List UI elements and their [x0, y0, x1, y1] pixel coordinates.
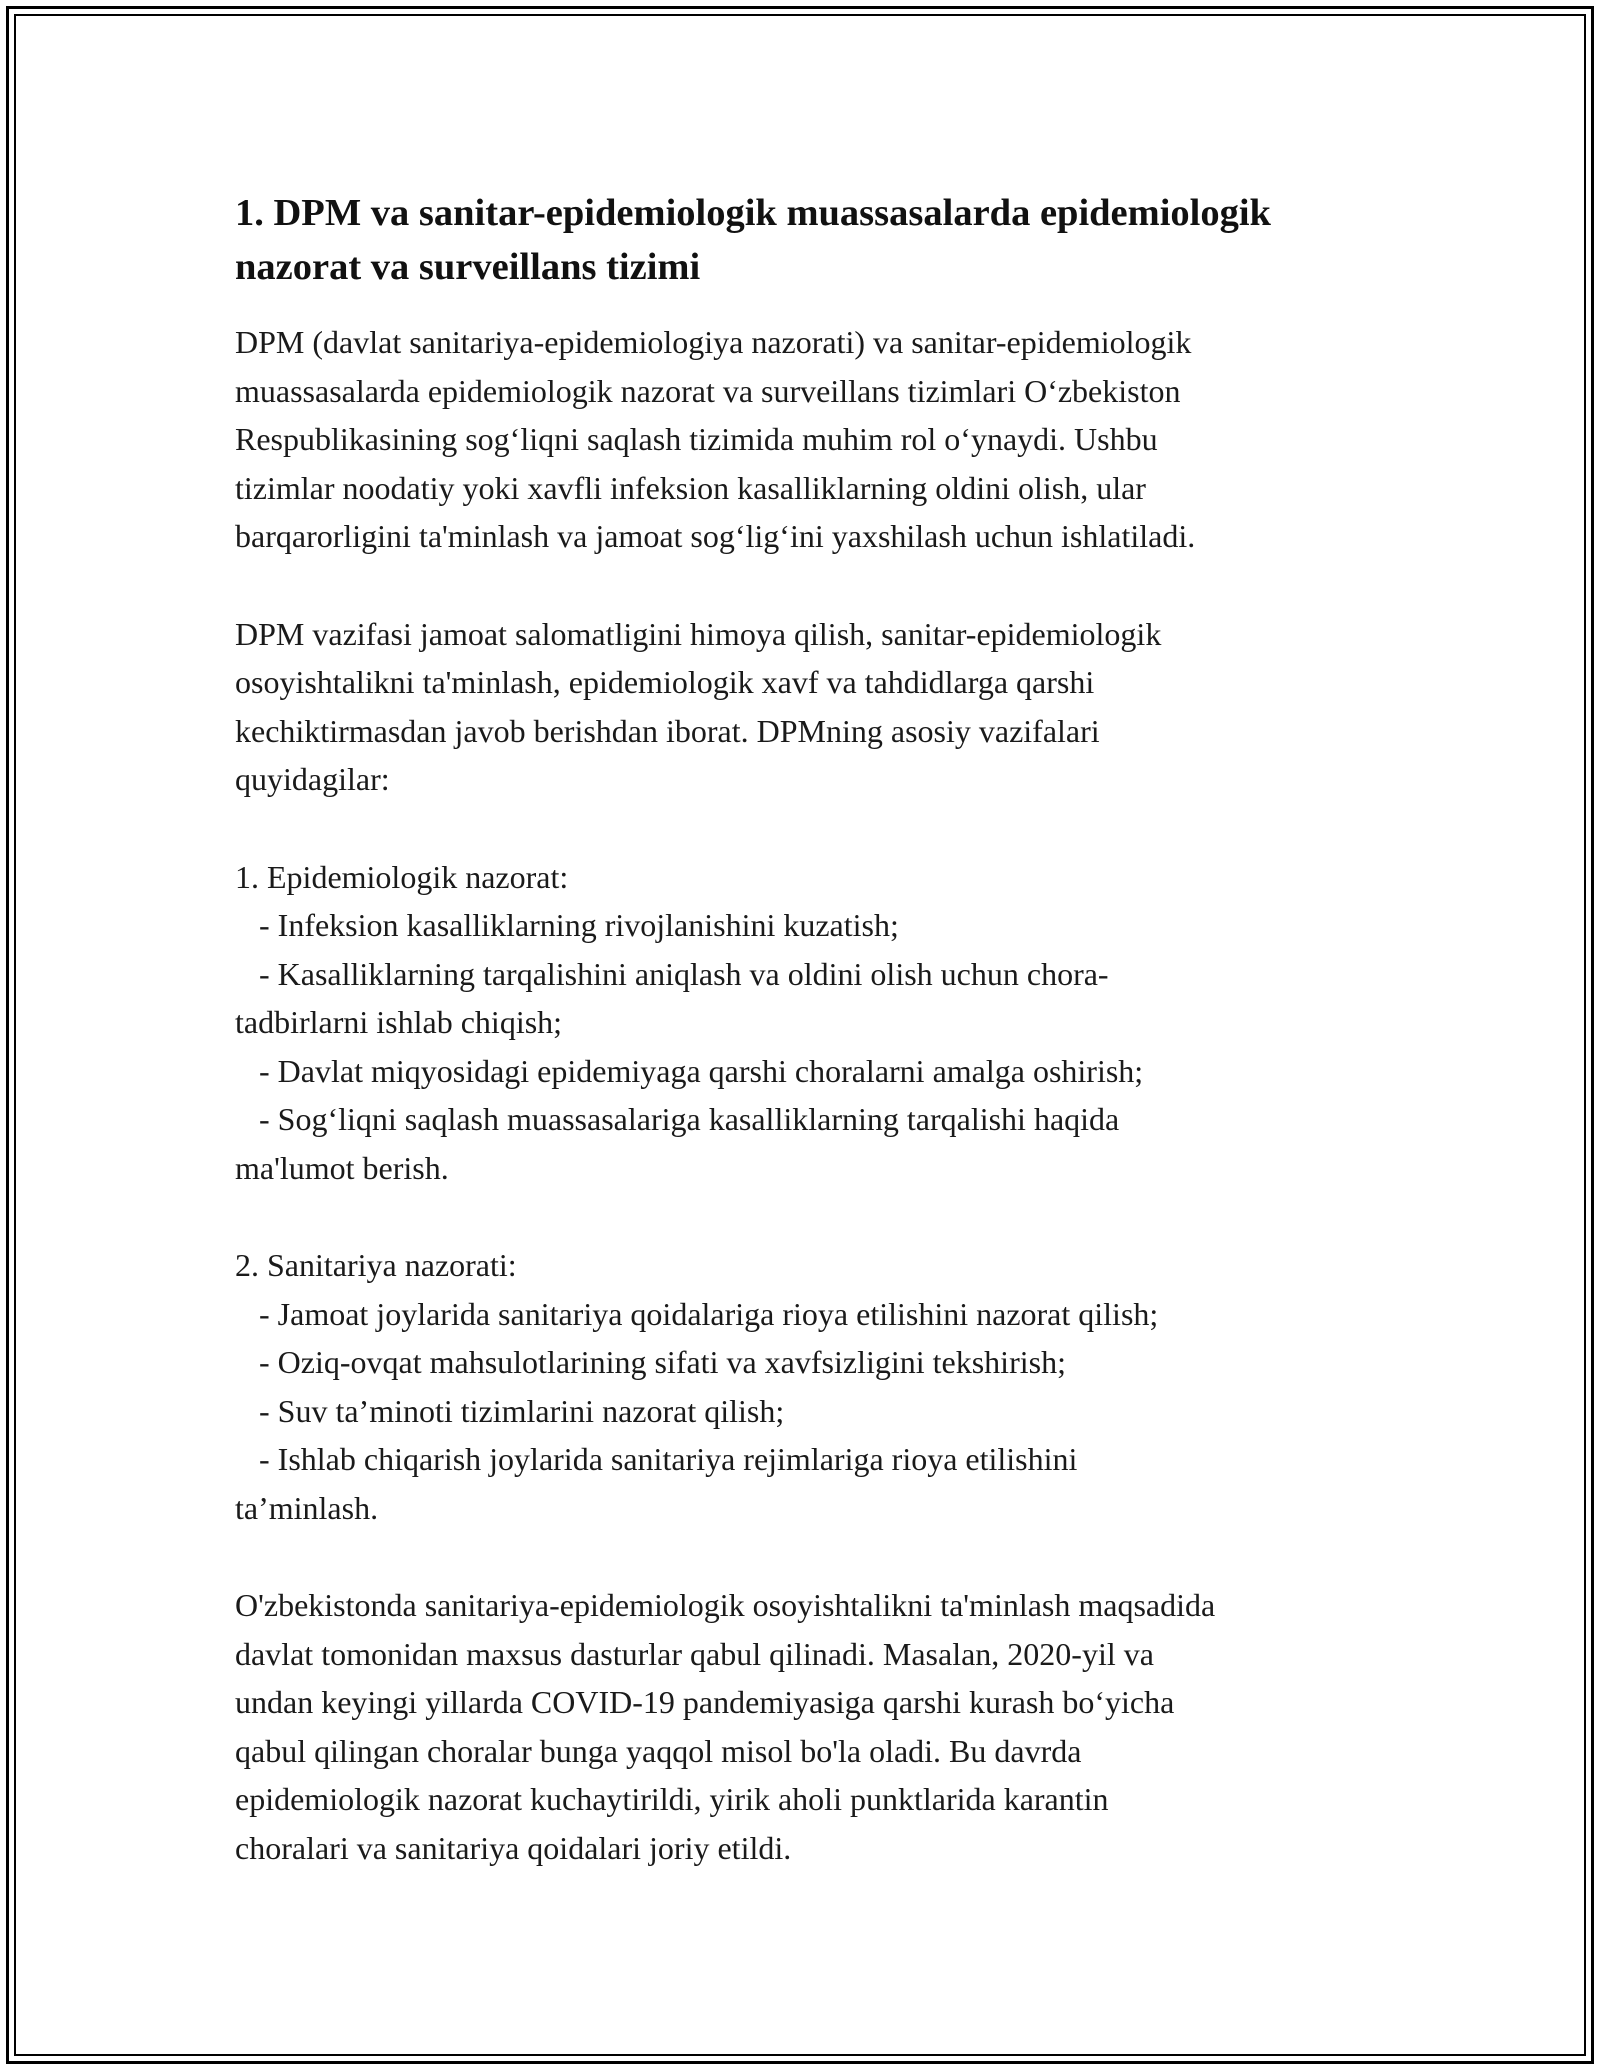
heading-line: nazorat va surveillans tizimi	[235, 246, 701, 288]
list-item: - Jamoat joylarida sanitariya qoidalariga rioya etilishini nazorat qilish;	[235, 1295, 1159, 1332]
list-item: - Suv ta’minoti tizimlarini nazorat qilish;	[235, 1392, 785, 1429]
text-line: qabul qilingan choralar bunga yaqqol misol bo'la oladi. Bu davrda	[235, 1732, 1082, 1769]
text-line: DPM (davlat sanitariya-epidemiologiya nazorati) va sanitar-epidemiologik	[235, 324, 1192, 360]
list-item: - Davlat miqyosidagi epidemiyaga qarshi choralarni amalga oshirish;	[235, 1052, 1144, 1089]
text-line: muassasalarda epidemiologik nazorat va surveillans tizimlari O‘zbekiston	[235, 372, 1181, 409]
heading-line: 1. DPM va sanitar-epidemiologik muassasalarda epidemiologik	[235, 192, 1271, 234]
list-heading: 2. Sanitariya nazorati:	[235, 1247, 517, 1283]
list-item: - Oziq-ovqat mahsulotlarining sifati va xavfsizligini tekshirish;	[235, 1344, 1066, 1380]
sanitary-control-list	[235, 1241, 1415, 1532]
text-line: kechiktirmasdan javob berishdan iborat. DPMning asosiy vazifalari	[235, 712, 1100, 749]
section-heading	[235, 186, 1415, 294]
text-line: barqarorligini ta'minlash va jamoat sog‘lig‘ini yaxshilash uchun ishlatiladi.	[235, 518, 1196, 554]
text-line: DPM vazifasi jamoat salomatligini himoya qilish, sanitar-epidemiologik	[235, 615, 1162, 652]
list-heading: 1. Epidemiologik nazorat:	[235, 858, 569, 895]
text-line: davlat tomonidan maxsus dasturlar qabul qilinadi. Masalan, 2020-yil va	[235, 1635, 1154, 1672]
intro-paragraph	[235, 318, 1415, 561]
epidemiological-control-list	[235, 853, 1415, 1193]
closing-paragraph	[235, 1581, 1415, 1872]
text-line: choralari va sanitariya qoidalari joriy etildi.	[235, 1829, 792, 1866]
text-line: Respublikasining sog‘liqni saqlash tizimida muhim rol o‘ynaydi. Ushbu	[235, 421, 1158, 457]
text-line: O'zbekistonda sanitariya-epidemiologik osoyishtalikni ta'minlash maqsadida	[235, 1587, 1216, 1623]
list-item: - Infeksion kasalliklarning rivojlanishini kuzatish;	[235, 907, 899, 943]
document-body	[235, 186, 1415, 1872]
text-line: tizimlar noodatiy yoki xavfli infeksion kasalliklarning oldini olish, ular	[235, 469, 1146, 506]
list-item: - Ishlab chiqarish joylarida sanitariya rejimlariga rioya etilishini	[235, 1441, 1078, 1477]
list-item: ma'lumot berish.	[235, 1149, 449, 1186]
list-item: tadbirlarni ishlab chiqish;	[235, 1004, 563, 1040]
text-line: undan keyingi yillarda COVID-19 pandemiyasiga qarshi kurash bo‘yicha	[235, 1684, 1175, 1720]
text-line: osoyishtalikni ta'minlash, epidemiologik xavf va tahdidlarga qarshi	[235, 664, 1095, 700]
text-line: epidemiologik nazorat kuchaytirildi, yirik aholi punktlarida karantin	[235, 1781, 1109, 1817]
list-item: - Sog‘liqni saqlash muassasalariga kasalliklarning tarqalishi haqida	[235, 1101, 1120, 1137]
text-line: quyidagilar:	[235, 761, 390, 797]
list-item: ta’minlash.	[235, 1489, 379, 1526]
list-item: - Kasalliklarning tarqalishini aniqlash va oldini olish uchun chora-	[235, 955, 1109, 992]
tasks-paragraph	[235, 610, 1415, 804]
